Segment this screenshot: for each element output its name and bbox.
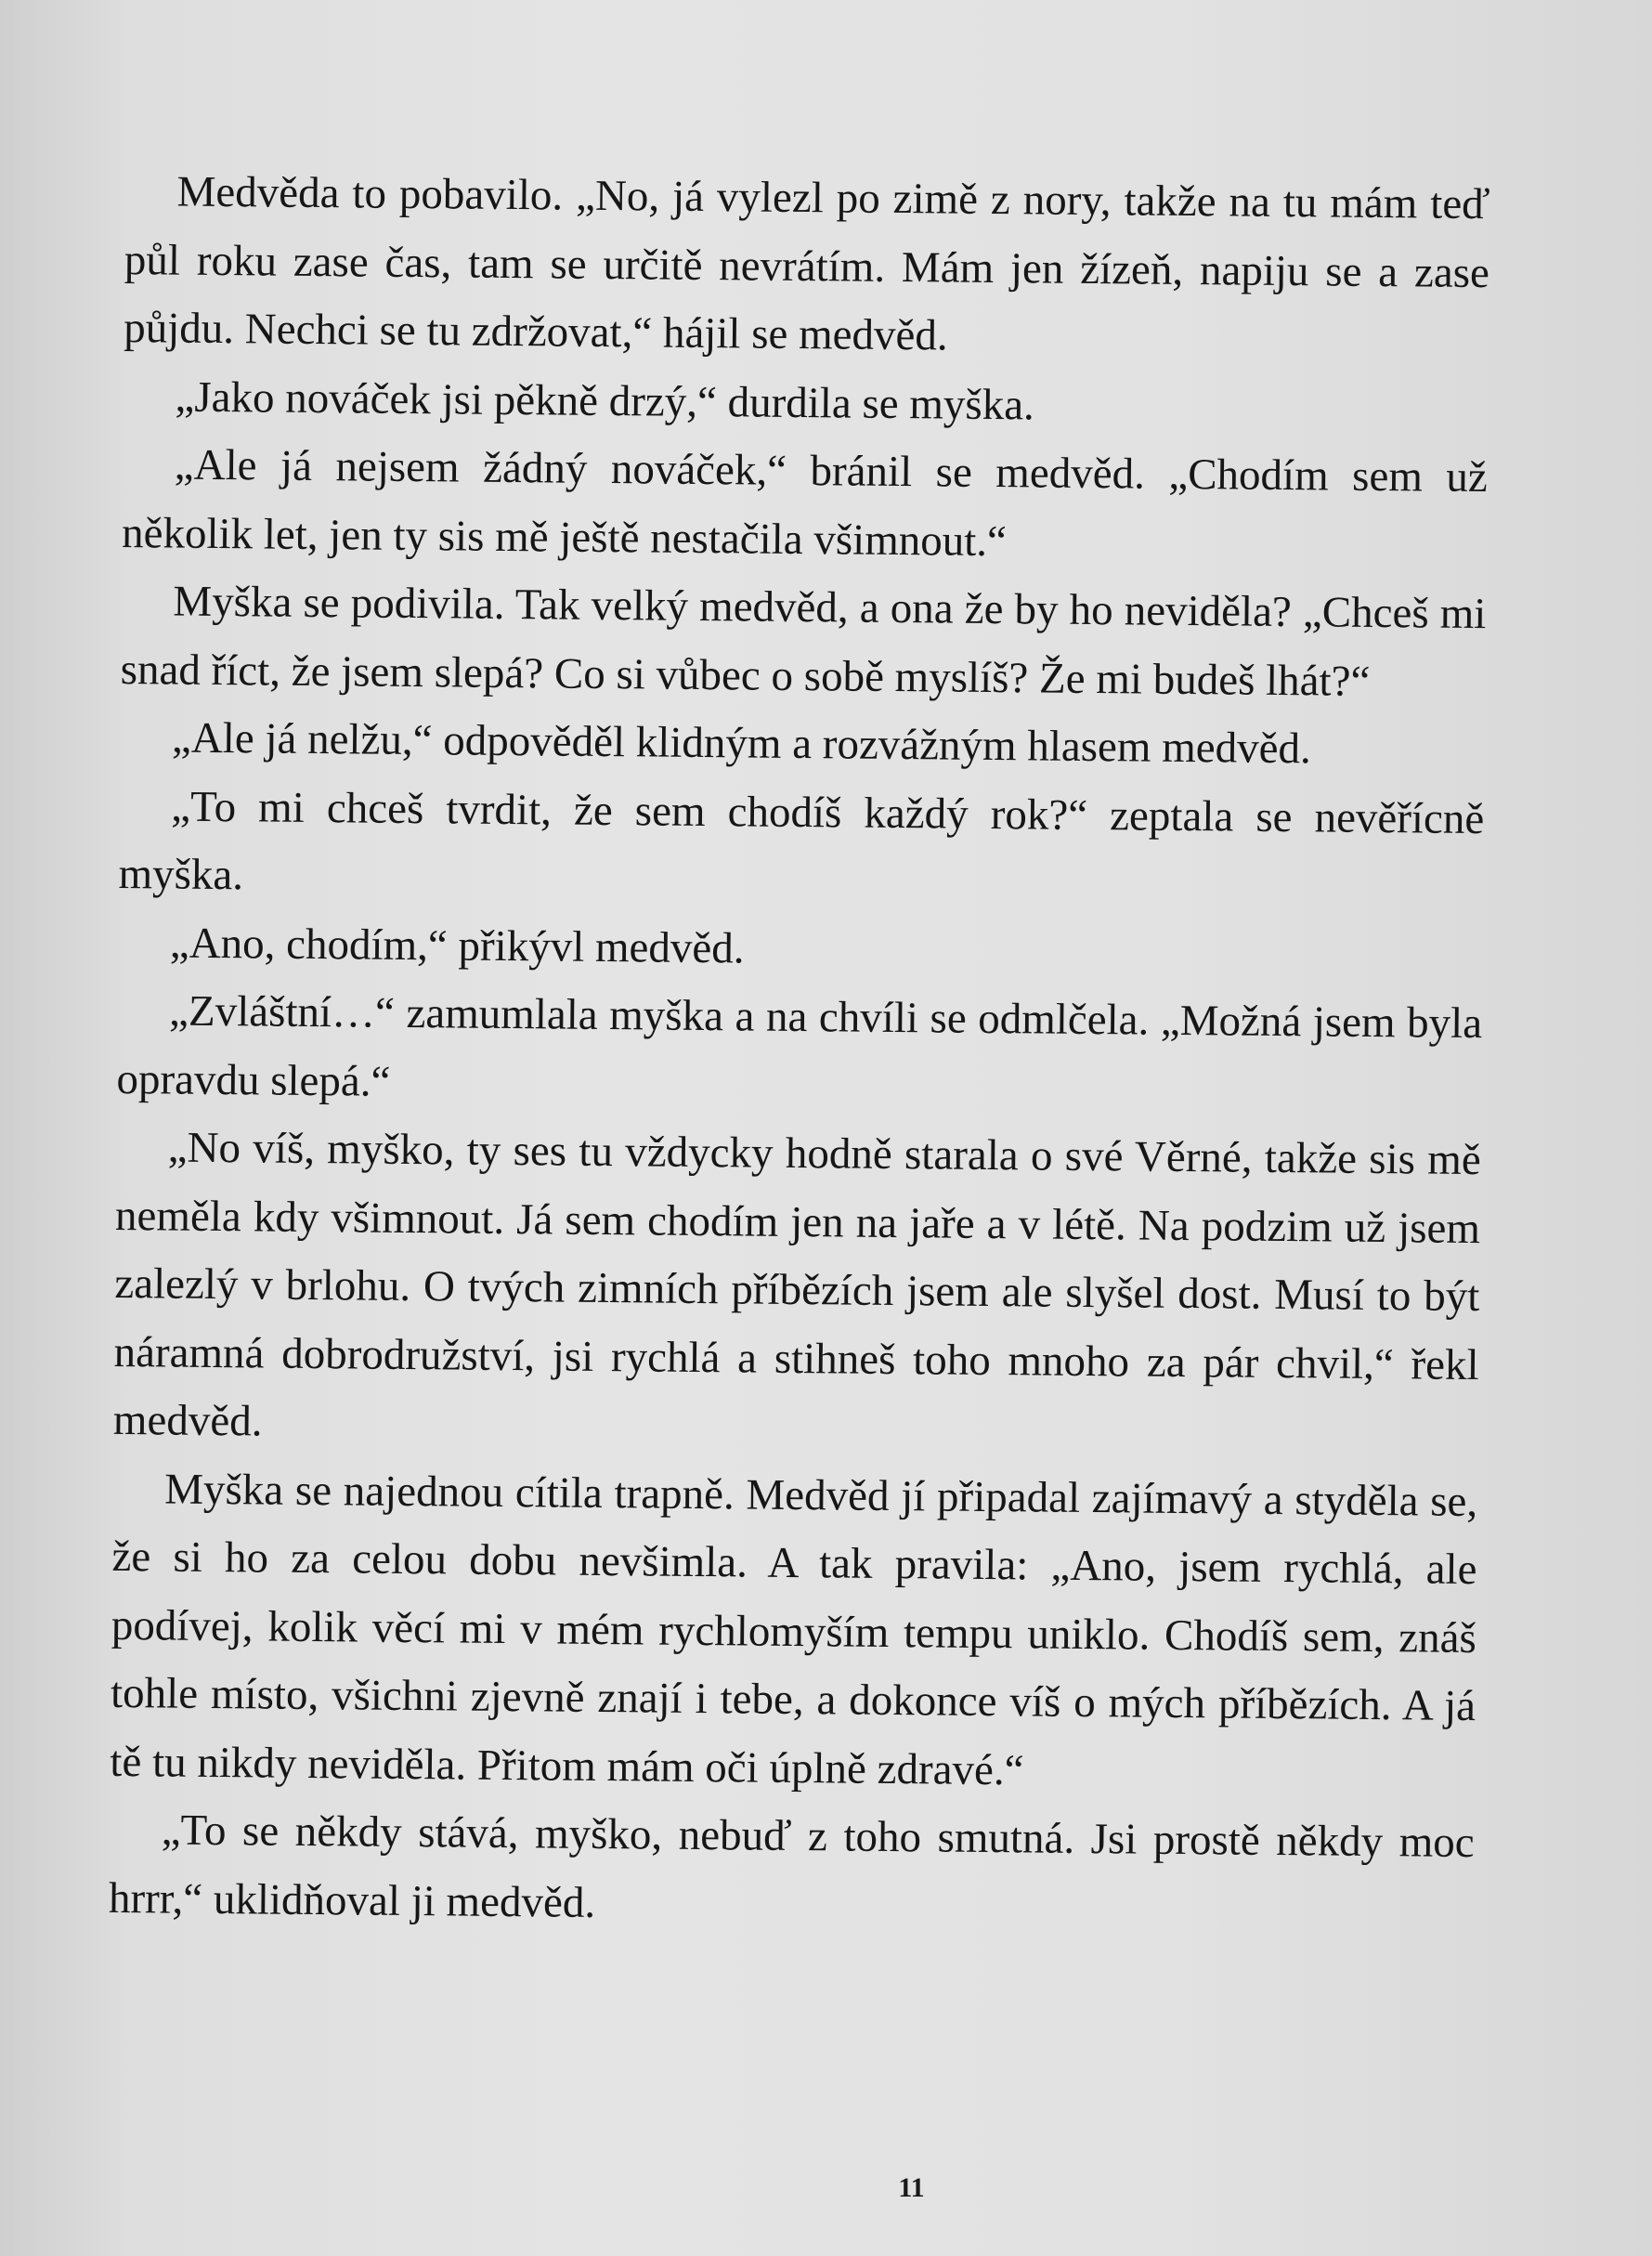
paragraph-1: Medvěda to pobavilo. „No, já vylezl po zimě z nory, takže na tu mám teď půl roku zase čas, tam se určitě nevrátím. Mám jen žízeň, napiju se a zase půjdu. Nechci se tu zdržovat,“ hájil se medvěd. [123, 167, 1490, 360]
paragraph-5: „Ale já nelžu,“ odpověděl klidným a rozvážným hlasem medvěd. [171, 713, 1311, 774]
paragraph-3: „Ale já nejsem žádný nováček,“ bránil se medvěd. „Chodím sem už několik let, jen ty sis mě ještě nestačila všimnout.“ [121, 440, 1489, 566]
paragraph-11: „To se někdy stává, myško, nebuď z toho smutná. Jsi prostě někdy moc hrrr,“ uklidňoval ji medvěd. [108, 1806, 1475, 1927]
paragraph-9: „No víš, myško, ty ses tu vždycky hodně starala o své Věrné, takže sis mě neměla kdy všimnout. Já sem chodím jen na jaře a v létě. Na podzim už jsem zalezlý v brlohu. O tvých zimních příbězích jsem ale slyšel dost. Musí to být náramná dobrodružství, jsi rychlá a stihneš toho mnoho za pár chvil,“ řekl medvěd. [112, 1123, 1481, 1446]
paragraph-6: „To mi chceš tvrdit, že sem chodíš každý rok?“ zeptala se nevěřícně myška. [118, 782, 1485, 900]
paragraph-7: „Ano, chodím,“ přikývl medvěd. [169, 918, 745, 972]
body-text [109, 158, 1490, 1946]
paragraph-8: „Zvláštní…“ zamumlala myška a na chvíli se odmlčela. „Možná jsem byla opravdu slepá.“ [116, 986, 1483, 1106]
page-number: 11 [898, 2172, 925, 2203]
paragraph-4: Myška se podivila. Tak velký medvěd, a ona že by ho neviděla? „Chceš mi snad říct, že jsem slepá? Co si vůbec o sobě myslíš? Že mi budeš lhát?“ [120, 577, 1487, 706]
paragraph-10: Myška se najednou cítila trapně. Medvěd jí připadal zajímavý a styděla se, že si ho za celou dobu nevšimla. A tak pravila: „Ano, jsem rychlá, ale podívej, kolik věcí mi v mém rychlomyším tempu uniklo. Chodíš sem, znáš tohle místo, všichni zjevně znají i tebe, a dokonce víš o mých příbězích. A já tě tu nikdy neviděla. Přitom mám oči úplně zdravé.“ [110, 1464, 1478, 1794]
paragraph-2: „Jako nováček jsi pěkně drzý,“ durdila se myška. [175, 372, 1035, 429]
